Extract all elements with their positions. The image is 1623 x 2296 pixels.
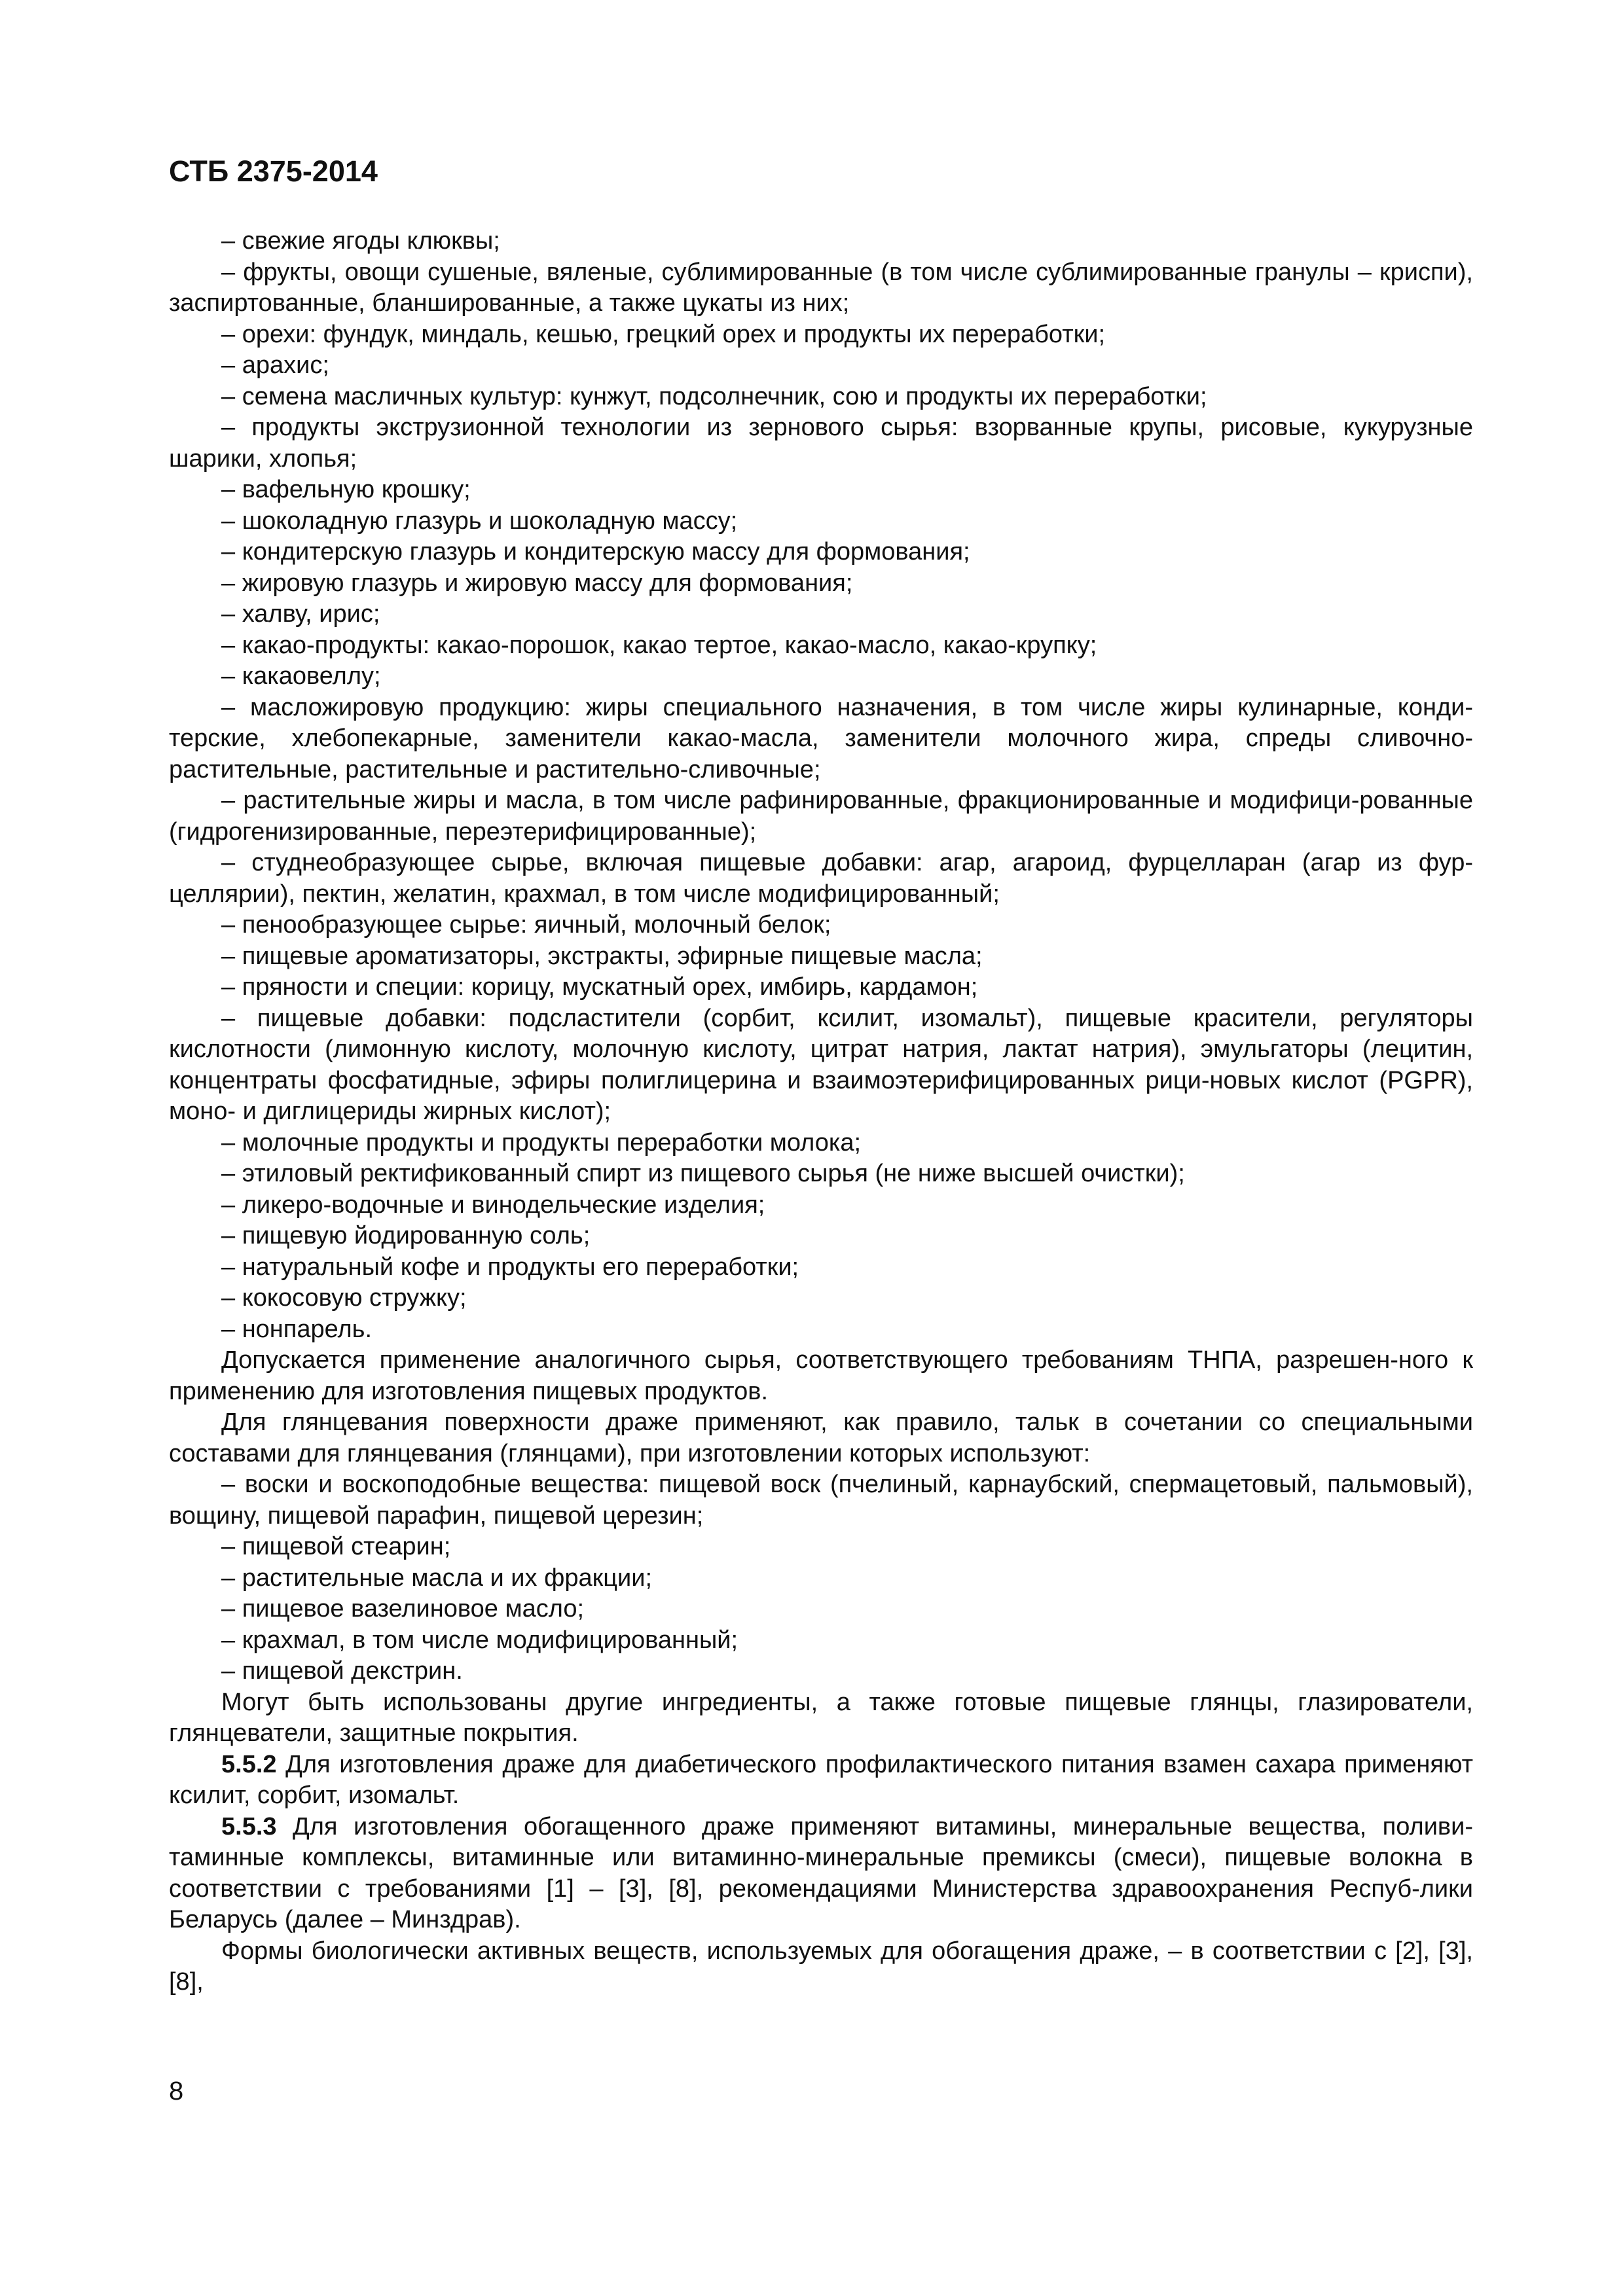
paragraph-text: – шоколадную глазурь и шоколадную массу; [221, 507, 738, 535]
paragraph-text: Допускается применение аналогичного сырья, соответствующего требованиям ТНПА, разрешен-ного к применению для изготовления пищевых продуктов. [169, 1346, 1473, 1405]
list-item [169, 568, 1473, 600]
paragraph-text: Для глянцевания поверхности драже применяют, как правило, тальк в сочетании со специальными составами для глянцевания (глянцами), при изготовлении которых используют: [169, 1408, 1473, 1467]
paragraph [169, 1687, 1473, 1749]
list-item [169, 972, 1473, 1003]
paragraph-text: – свежие ягоды клюквы; [221, 227, 500, 255]
paragraph-text: – фрукты, овощи сушеные, вяленые, сублимированные (в том числе сублимированные гранулы – криспи), заспиртованные, бланшированные, а также цукаты из них; [169, 258, 1473, 317]
list-item [169, 910, 1473, 941]
list-item [169, 382, 1473, 413]
paragraph-text: – пищевые добавки: подсластители (сорбит, ксилит, изомальт), пищевые красители, регуляторы кислотности (лимонную кислоту, молочную кислоту, цитрат натрия, лактат натрия), эмульгаторы (лецитин, концентраты фосфатидные, эфиры полиглицерина и взаимоэтерифицированных рици-новых кислот (PGPR), моно- и диглицериды жирных кислот); [169, 1004, 1473, 1125]
list-item [169, 1128, 1473, 1159]
paragraph-text: – растительные масла и их фракции; [221, 1564, 653, 1592]
paragraph-text: – какаовеллу; [221, 662, 381, 690]
paragraph-text: Могут быть использованы другие ингредиенты, а также готовые пищевые глянцы, глазирователи, глянцеватели, защитные покрытия. [169, 1688, 1473, 1747]
paragraph-text: – пищевой декстрин. [221, 1657, 463, 1685]
paragraph [169, 1749, 1473, 1812]
document-code-header: СТБ 2375-2014 [169, 154, 378, 188]
list-item [169, 537, 1473, 568]
paragraph-text: – этиловый ректификованный спирт из пищевого сырья (не ниже высшей очистки); [221, 1160, 1185, 1187]
paragraph-text: – орехи: фундук, миндаль, кешью, грецкий орех и продукты их переработки; [221, 320, 1106, 348]
paragraph-text: – пищевую йодированную соль; [221, 1222, 591, 1249]
list-item [169, 319, 1473, 351]
list-item [169, 1656, 1473, 1687]
paragraph-text: – пищевой стеарин; [221, 1533, 451, 1560]
list-item [169, 1469, 1473, 1532]
paragraph-text: Формы биологически активных веществ, используемых для обогащения драже, – в соответствии с [2], [3], [8], [169, 1937, 1473, 1996]
list-item [169, 1158, 1473, 1190]
paragraph-text: – студнеобразующее сырье, включая пищевые добавки: агар, агароид, фурцелларан (агар из фур-целлярии), пектин, желатин, крахмал, в том числе модифицированный; [169, 849, 1473, 908]
list-item [169, 226, 1473, 257]
paragraph-text: – пенообразующее сырье: яичный, молочный белок; [221, 911, 831, 939]
paragraph [169, 1407, 1473, 1469]
paragraph [169, 1936, 1473, 1998]
list-item [169, 661, 1473, 692]
paragraph-text: – жировую глазурь и жировую массу для формования; [221, 569, 853, 597]
paragraph-text: – кокосовую стружку; [221, 1284, 467, 1312]
paragraph-text: Для изготовления драже для диабетического профилактического питания взамен сахара применяют ксилит, сорбит, изомальт. [169, 1750, 1473, 1809]
paragraph-text: – натуральный кофе и продукты его переработки; [221, 1253, 799, 1281]
paragraph-text: – крахмал, в том числе модифицированный; [221, 1626, 739, 1654]
list-item [169, 941, 1473, 973]
paragraph-text: – пряности и специи: корицу, мускатный орех, имбирь, кардамон; [221, 973, 978, 1001]
list-item [169, 257, 1473, 319]
paragraph-text: – ликеро-водочные и винодельческие изделия; [221, 1191, 765, 1219]
list-item [169, 1314, 1473, 1346]
list-item [169, 1563, 1473, 1594]
list-item [169, 599, 1473, 630]
list-item [169, 1221, 1473, 1252]
paragraph-text: – какао-продукты: какао-порошок, какао тертое, какао-масло, какао-крупку; [221, 631, 1097, 659]
list-item [169, 848, 1473, 910]
list-item [169, 1283, 1473, 1314]
paragraph [169, 1345, 1473, 1407]
list-item [169, 1252, 1473, 1283]
list-item [169, 1190, 1473, 1221]
list-item [169, 1532, 1473, 1563]
paragraph-text: – растительные жиры и масла, в том числе рафинированные, фракционированные и модифици-рованные (гидрогенизированные, переэтерифицированные); [169, 787, 1473, 846]
paragraph-text: – кондитерскую глазурь и кондитерскую массу для формования; [221, 538, 970, 565]
list-item [169, 475, 1473, 506]
list-item [169, 785, 1473, 848]
paragraph-text: – вафельную крошку; [221, 476, 471, 503]
clause-number: 5.5.3 [221, 1812, 277, 1840]
list-item [169, 630, 1473, 662]
clause-number: 5.5.2 [221, 1750, 277, 1778]
list-item [169, 412, 1473, 475]
document-body [169, 226, 1473, 1998]
paragraph-text: – пищевые ароматизаторы, экстракты, эфирные пищевые масла; [221, 942, 983, 970]
paragraph-text: – масложировую продукцию: жиры специального назначения, в том числе жиры кулинарные, конди-терские, хлебопекарные, заменители какао-масла, заменители молочного жира, спреды сливочно-растительные, растительные и растительно-сливочные; [169, 693, 1473, 783]
list-item [169, 1625, 1473, 1657]
page-number: 8 [169, 2077, 184, 2106]
list-item [169, 692, 1473, 786]
paragraph-text: – воски и воскоподобные вещества: пищевой воск (пчелиный, карнаубский, спермацетовый, пальмовый), вощину, пищевой парафин, пищевой церезин; [169, 1471, 1473, 1530]
paragraph-text: Для изготовления обогащенного драже применяют витамины, минеральные вещества, поливи-таминные комплексы, витаминные или витаминно-минеральные премиксы (смеси), пищевые волокна в соответствии с требованиями [1] – [3], [8], рекомендациями Министерства здравоохранения Респуб-лики Беларусь (далее – Минздрав). [169, 1812, 1473, 1933]
list-item [169, 506, 1473, 537]
paragraph-text: – халву, ирис; [221, 600, 380, 628]
paragraph-text: – пищевое вазелиновое масло; [221, 1595, 585, 1623]
paragraph-text: – продукты экструзионной технологии из зернового сырья: взорванные крупы, рисовые, кукурузные шарики, хлопья; [169, 414, 1473, 473]
paragraph [169, 1812, 1473, 1936]
list-item [169, 350, 1473, 382]
paragraph-text: – молочные продукты и продукты переработки молока; [221, 1128, 862, 1157]
list-item [169, 1003, 1473, 1128]
paragraph-text: – семена масличных культур: кунжут, подсолнечник, сою и продукты их переработки; [221, 382, 1207, 410]
paragraph-text: – нонпарель. [221, 1315, 373, 1343]
paragraph-text: – арахис; [221, 351, 329, 379]
list-item [169, 1594, 1473, 1625]
